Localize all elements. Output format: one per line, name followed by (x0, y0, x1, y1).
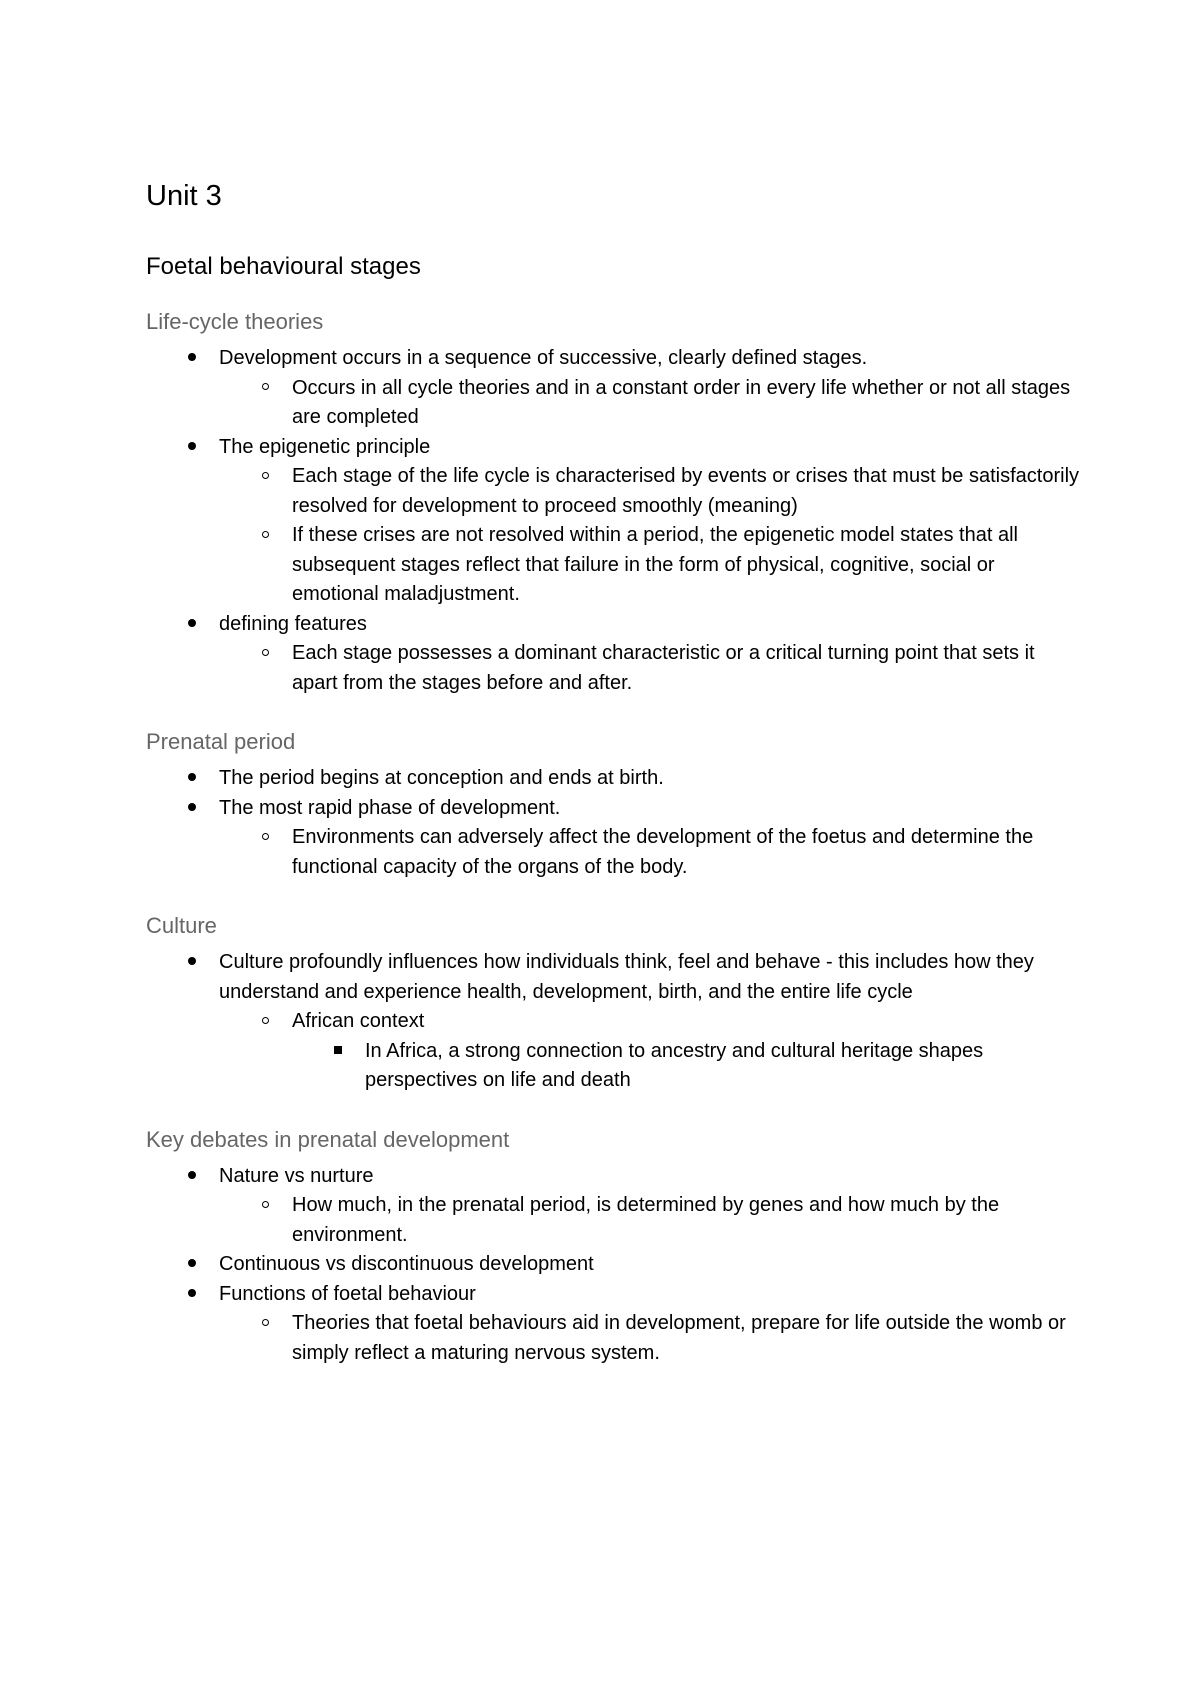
section-heading: Prenatal period (146, 729, 296, 754)
bullet-list (146, 344, 1080, 698)
bullet-list (146, 764, 1080, 882)
bullet-dot-icon (182, 1162, 202, 1192)
section-heading: Key debates in prenatal development (146, 1126, 510, 1152)
list-item: Theories that foetal behaviours aid in development, prepare for life outside the womb or simply reflect a maturing nervous system. (146, 1309, 1080, 1368)
list-item: Development occurs in a sequence of successive, clearly defined stages. (146, 344, 1080, 374)
bullet-square-icon (328, 1037, 348, 1067)
list-item: Culture profoundly influences how individuals think, feel and behave - this includes how they understand and experience health, development, birth, and the entire life cycle (146, 948, 1080, 1007)
list-item: defining features (146, 610, 1080, 640)
list-item: Continuous vs discontinuous development (146, 1250, 1080, 1280)
bullet-circle-icon (255, 639, 275, 669)
list-item: In Africa, a strong connection to ancestry and cultural heritage shapes perspectives on life and death (146, 1037, 1080, 1096)
list-item: Nature vs nurture (146, 1162, 1080, 1192)
main-heading: Foetal behavioural stages (146, 253, 421, 280)
list-item: Functions of foetal behaviour (146, 1280, 1080, 1310)
bullet-dot-icon (182, 764, 202, 794)
bullet-dot-icon (182, 433, 202, 463)
list-item: If these crises are not resolved within a period, the epigenetic model states that all subsequent stages reflect that failure in the form of physical, cognitive, social or emotional maladjustment. (146, 521, 1080, 610)
bullet-circle-icon (255, 1007, 275, 1037)
bullet-circle-icon (255, 462, 275, 492)
section-heading: Culture (146, 913, 217, 938)
section-heading: Life-cycle theories (146, 309, 324, 334)
list-item: Each stage possesses a dominant characteristic or a critical turning point that sets it apart from the stages before and after. (146, 639, 1080, 698)
bullet-dot-icon (182, 1250, 202, 1280)
list-item: The most rapid phase of development. (146, 794, 1080, 824)
bullet-dot-icon (182, 794, 202, 824)
list-item: How much, in the prenatal period, is determined by genes and how much by the environment. (146, 1191, 1080, 1250)
bullet-circle-icon (255, 374, 275, 404)
list-item: Occurs in all cycle theories and in a constant order in every life whether or not all stages are completed (146, 374, 1080, 433)
bullet-circle-icon (255, 1309, 275, 1339)
list-item: Environments can adversely affect the development of the foetus and determine the functional capacity of the organs of the body. (146, 823, 1080, 882)
bullet-dot-icon (182, 610, 202, 640)
list-item: The period begins at conception and ends at birth. (146, 764, 1080, 794)
bullet-dot-icon (182, 948, 202, 978)
list-item: The epigenetic principle (146, 433, 1080, 463)
section-prenatal-period (146, 728, 1080, 882)
list-item: African context (146, 1007, 1080, 1037)
document-title: Unit 3 (146, 180, 222, 212)
bullet-dot-icon (182, 344, 202, 374)
bullet-circle-icon (255, 1191, 275, 1221)
bullet-circle-icon (255, 521, 275, 551)
bullet-list (146, 948, 1080, 1096)
section-key-debates (146, 1126, 1080, 1369)
section-culture (146, 912, 1080, 1096)
bullet-list (146, 1162, 1080, 1369)
list-item: Each stage of the life cycle is characterised by events or crises that must be satisfactorily resolved for development to proceed smoothly (meaning) (146, 462, 1080, 521)
section-life-cycle-theories (146, 308, 1080, 698)
bullet-dot-icon (182, 1280, 202, 1310)
bullet-circle-icon (255, 823, 275, 853)
